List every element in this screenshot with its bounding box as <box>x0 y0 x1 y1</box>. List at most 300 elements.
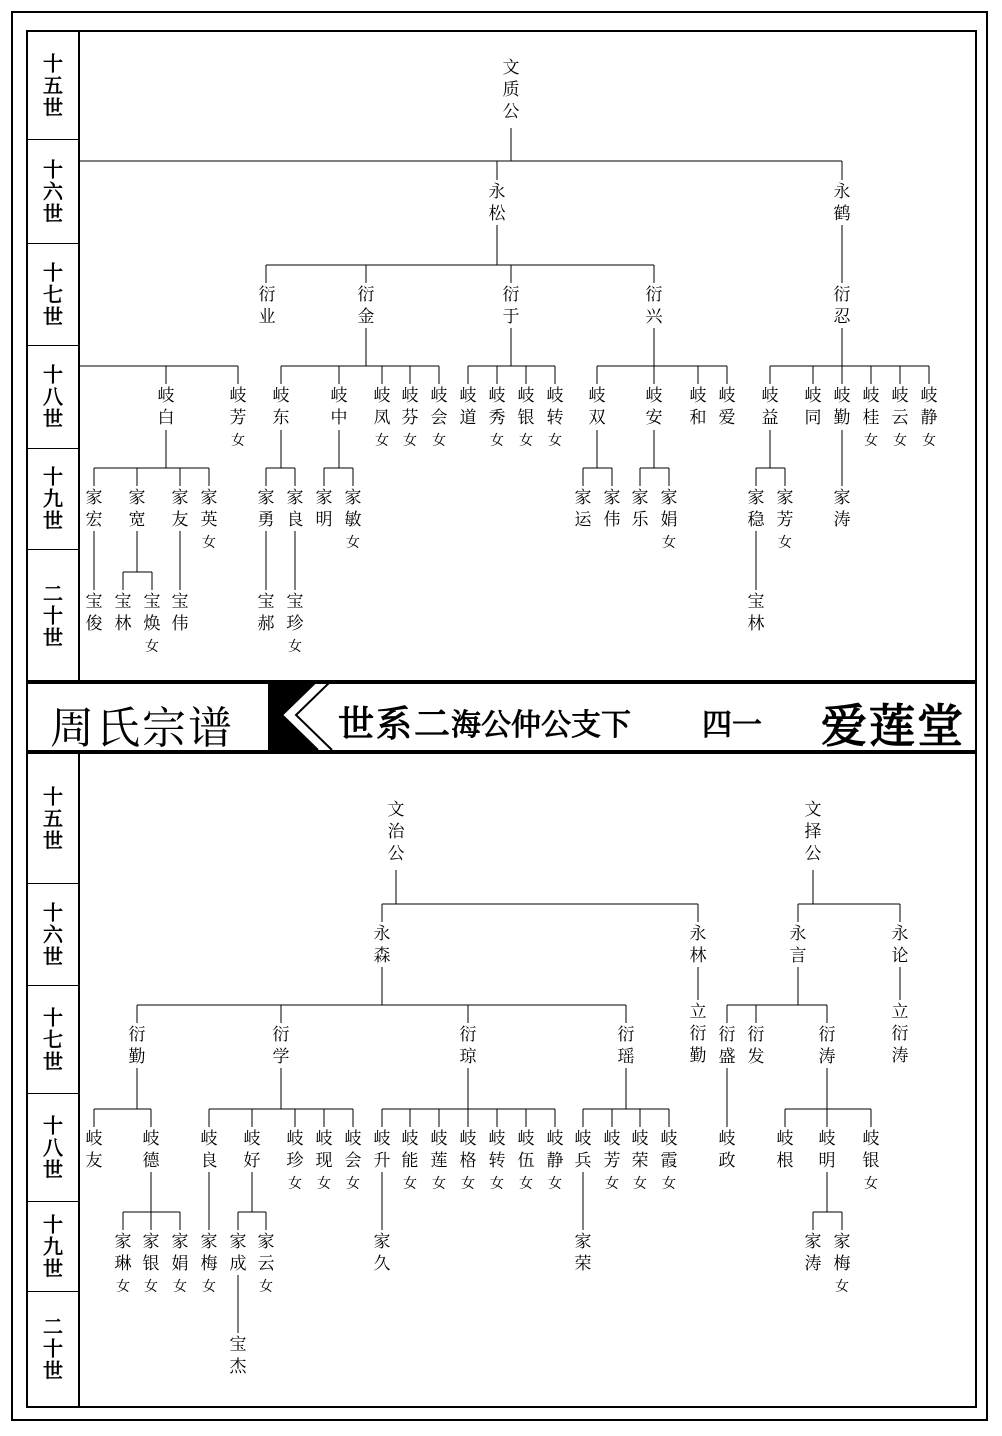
svg-text:立: 立 <box>689 1002 707 1022</box>
svg-text:宝: 宝 <box>85 592 103 612</box>
person-node <box>402 1129 419 1192</box>
svg-text:珍: 珍 <box>286 614 304 634</box>
svg-text:质: 质 <box>502 80 520 100</box>
svg-text:岐: 岐 <box>373 1129 391 1149</box>
person-node <box>388 800 406 864</box>
svg-text:宽: 宽 <box>128 510 146 530</box>
svg-text:永: 永 <box>833 182 851 202</box>
svg-text:衍: 衍 <box>459 1025 477 1045</box>
person-node <box>863 1129 880 1192</box>
svg-text:女: 女 <box>231 433 245 449</box>
svg-text:家: 家 <box>171 1232 189 1252</box>
svg-text:岐: 岐 <box>718 386 736 406</box>
svg-text:家: 家 <box>142 1232 160 1252</box>
generation-label: 十九世 <box>26 1202 78 1292</box>
generation-label: 十七世 <box>26 986 78 1094</box>
svg-text:升: 升 <box>373 1151 391 1171</box>
person-node <box>489 1129 506 1192</box>
svg-text:岐: 岐 <box>272 386 290 406</box>
svg-text:女: 女 <box>403 433 417 449</box>
svg-text:家: 家 <box>229 1232 247 1252</box>
svg-text:东: 东 <box>272 408 290 428</box>
person-node <box>790 924 807 966</box>
svg-text:家: 家 <box>128 488 146 508</box>
svg-text:岐: 岐 <box>660 1129 678 1149</box>
svg-text:岐: 岐 <box>488 1129 506 1149</box>
svg-text:衍: 衍 <box>689 1024 707 1044</box>
svg-text:森: 森 <box>373 946 391 966</box>
svg-text:宝: 宝 <box>229 1335 247 1355</box>
svg-text:家: 家 <box>373 1232 391 1252</box>
person-node <box>172 1232 189 1295</box>
svg-text:永: 永 <box>789 924 807 944</box>
person-node <box>921 386 938 449</box>
person-node <box>632 1129 649 1192</box>
svg-text:凤: 凤 <box>373 408 391 428</box>
svg-text:郝: 郝 <box>257 614 275 634</box>
svg-text:女: 女 <box>202 535 216 551</box>
svg-text:岐: 岐 <box>546 386 564 406</box>
svg-text:芳: 芳 <box>603 1151 621 1171</box>
person-node <box>86 1129 103 1171</box>
person-node <box>172 592 189 634</box>
generation-label: 二十世 <box>39 583 64 649</box>
svg-text:转: 转 <box>488 1151 506 1171</box>
person-node <box>86 488 103 530</box>
svg-text:岐: 岐 <box>776 1129 794 1149</box>
person-node <box>86 592 103 634</box>
person-node <box>230 1232 247 1274</box>
svg-text:女: 女 <box>403 1176 417 1192</box>
svg-text:治: 治 <box>387 822 405 842</box>
svg-text:岐: 岐 <box>818 1129 836 1149</box>
person-node <box>201 488 218 551</box>
person-node <box>518 386 535 449</box>
person-node <box>589 386 606 428</box>
svg-text:岐: 岐 <box>430 1129 448 1149</box>
svg-text:女: 女 <box>519 433 533 449</box>
svg-text:转: 转 <box>546 408 564 428</box>
svg-text:林: 林 <box>689 946 707 966</box>
svg-text:宏: 宏 <box>85 510 103 530</box>
svg-text:女: 女 <box>605 1176 619 1192</box>
svg-text:岐: 岐 <box>243 1129 261 1149</box>
svg-text:岐: 岐 <box>344 1129 362 1149</box>
svg-text:永: 永 <box>891 924 909 944</box>
svg-text:敏: 敏 <box>344 510 362 530</box>
svg-text:公: 公 <box>804 844 822 864</box>
svg-text:岐: 岐 <box>286 1129 304 1149</box>
person-node <box>489 386 506 449</box>
person-node <box>719 1025 736 1067</box>
person-node <box>316 1129 333 1192</box>
svg-text:于: 于 <box>502 307 520 327</box>
banner-page-number: 四一 <box>702 708 762 743</box>
svg-text:女: 女 <box>145 639 159 655</box>
svg-text:岐: 岐 <box>401 386 419 406</box>
banner-section: 世系二 <box>338 703 453 745</box>
svg-text:盛: 盛 <box>718 1047 736 1067</box>
svg-text:岐: 岐 <box>920 386 938 406</box>
person-node <box>575 488 593 530</box>
svg-text:学: 学 <box>272 1047 290 1067</box>
person-node <box>834 488 851 530</box>
person-node <box>518 1129 535 1192</box>
person-node <box>460 1025 478 1067</box>
person-node <box>834 1232 851 1295</box>
svg-text:女: 女 <box>662 535 676 551</box>
person-node <box>690 924 707 966</box>
svg-text:衍: 衍 <box>891 1024 909 1044</box>
svg-text:女: 女 <box>864 1176 878 1192</box>
person-node <box>273 386 290 428</box>
svg-text:岐: 岐 <box>517 386 535 406</box>
person-node <box>646 386 663 428</box>
svg-text:娟: 娟 <box>660 510 678 530</box>
svg-text:女: 女 <box>432 433 446 449</box>
svg-text:衍: 衍 <box>258 285 276 305</box>
person-node <box>892 924 909 966</box>
svg-text:岐: 岐 <box>488 386 506 406</box>
svg-text:岐: 岐 <box>862 386 880 406</box>
svg-text:宝: 宝 <box>747 592 765 612</box>
svg-text:衍: 衍 <box>617 1025 635 1045</box>
svg-text:岐: 岐 <box>142 1129 160 1149</box>
generation-label: 十六世 <box>26 140 78 244</box>
svg-text:岐: 岐 <box>761 386 779 406</box>
svg-text:涛: 涛 <box>818 1047 836 1067</box>
svg-text:芳: 芳 <box>776 510 794 530</box>
svg-text:银: 银 <box>862 1151 880 1171</box>
svg-text:女: 女 <box>317 1176 331 1192</box>
svg-text:林: 林 <box>747 614 765 634</box>
svg-text:公: 公 <box>502 102 520 122</box>
svg-text:爱: 爱 <box>718 408 736 428</box>
svg-text:霞: 霞 <box>660 1151 678 1171</box>
person-node <box>287 488 304 530</box>
svg-text:家: 家 <box>574 1232 592 1252</box>
svg-text:女: 女 <box>144 1279 158 1295</box>
svg-text:林: 林 <box>114 614 132 634</box>
svg-text:岐: 岐 <box>689 386 707 406</box>
svg-text:格: 格 <box>459 1151 477 1171</box>
person-node <box>374 1129 391 1171</box>
person-node <box>489 182 507 224</box>
person-node <box>805 800 822 864</box>
generation-label: 十五世 <box>26 32 78 140</box>
person-node <box>115 592 132 634</box>
svg-text:运: 运 <box>574 510 592 530</box>
svg-text:友: 友 <box>85 1151 103 1171</box>
svg-text:忍: 忍 <box>833 307 851 327</box>
person-node <box>748 488 766 530</box>
svg-text:岐: 岐 <box>459 1129 477 1149</box>
svg-text:岐: 岐 <box>603 1129 621 1149</box>
svg-text:梅: 梅 <box>200 1254 218 1274</box>
svg-text:家: 家 <box>747 488 765 508</box>
svg-text:益: 益 <box>761 408 779 428</box>
svg-text:衍: 衍 <box>357 285 375 305</box>
svg-text:家: 家 <box>286 488 304 508</box>
person-node <box>575 1232 592 1274</box>
person-node <box>201 1232 218 1295</box>
banner-branch: 海公仲公支下 <box>451 708 631 743</box>
svg-text:根: 根 <box>776 1151 794 1171</box>
svg-text:道: 道 <box>459 408 477 428</box>
svg-text:衍: 衍 <box>818 1025 836 1045</box>
svg-text:女: 女 <box>461 1176 475 1192</box>
svg-text:荣: 荣 <box>631 1151 649 1171</box>
person-node <box>503 58 520 122</box>
svg-text:衍: 衍 <box>718 1025 736 1045</box>
svg-text:家: 家 <box>200 1232 218 1252</box>
svg-text:岐: 岐 <box>229 386 247 406</box>
person-node <box>316 488 333 530</box>
person-node <box>460 386 477 428</box>
svg-text:焕: 焕 <box>143 614 161 634</box>
svg-text:成: 成 <box>229 1254 247 1274</box>
svg-text:安: 安 <box>645 408 663 428</box>
svg-text:女: 女 <box>346 535 360 551</box>
svg-text:家: 家 <box>344 488 362 508</box>
person-node <box>258 592 275 634</box>
person-node <box>244 1129 261 1171</box>
person-node <box>345 1129 362 1192</box>
svg-text:女: 女 <box>548 433 562 449</box>
svg-text:稳: 稳 <box>747 510 765 530</box>
svg-text:家: 家 <box>660 488 678 508</box>
svg-text:立: 立 <box>891 1002 909 1022</box>
svg-text:双: 双 <box>588 408 606 428</box>
person-node <box>358 285 375 327</box>
svg-text:明: 明 <box>315 510 333 530</box>
person-node <box>762 386 779 428</box>
svg-text:家: 家 <box>257 488 275 508</box>
person-node <box>819 1025 836 1067</box>
person-node <box>690 386 707 428</box>
person-node <box>777 1129 794 1171</box>
svg-text:宝: 宝 <box>114 592 132 612</box>
svg-text:家: 家 <box>804 1232 822 1252</box>
svg-text:岐: 岐 <box>804 386 822 406</box>
svg-text:家: 家 <box>315 488 333 508</box>
svg-text:择: 择 <box>804 822 822 842</box>
svg-text:家: 家 <box>114 1232 132 1252</box>
svg-text:岐: 岐 <box>85 1129 103 1149</box>
svg-text:勤: 勤 <box>833 408 851 428</box>
person-node <box>503 285 520 327</box>
svg-text:衍: 衍 <box>833 285 851 305</box>
svg-text:金: 金 <box>357 307 375 327</box>
svg-text:宝: 宝 <box>143 592 161 612</box>
svg-text:杰: 杰 <box>229 1357 247 1377</box>
person-node <box>201 1129 218 1171</box>
svg-text:女: 女 <box>259 1279 273 1295</box>
person-node <box>143 1129 161 1171</box>
banner-hall-name: 爱莲堂 <box>821 699 965 753</box>
svg-text:业: 业 <box>258 307 276 327</box>
svg-text:松: 松 <box>488 204 506 224</box>
generation-label: 十六世 <box>26 884 78 986</box>
person-node <box>259 285 276 327</box>
svg-text:家: 家 <box>200 488 218 508</box>
generation-label: 十八世 <box>26 346 78 449</box>
svg-text:岐: 岐 <box>645 386 663 406</box>
svg-text:论: 论 <box>891 946 909 966</box>
svg-text:衍: 衍 <box>747 1025 765 1045</box>
person-node <box>805 386 822 428</box>
svg-text:云: 云 <box>257 1254 275 1274</box>
person-node <box>143 592 161 655</box>
svg-text:女: 女 <box>116 1279 130 1295</box>
svg-text:芳: 芳 <box>229 408 247 428</box>
svg-text:琳: 琳 <box>114 1254 132 1274</box>
svg-text:衍: 衍 <box>272 1025 290 1045</box>
generation-label: 十五世 <box>26 754 78 884</box>
person-node <box>158 386 175 428</box>
person-node <box>431 1129 448 1192</box>
svg-text:涛: 涛 <box>833 510 851 530</box>
svg-text:衍: 衍 <box>128 1025 146 1045</box>
svg-text:勤: 勤 <box>128 1047 146 1067</box>
person-node <box>863 386 880 449</box>
person-node <box>331 386 348 428</box>
person-node <box>690 1002 707 1066</box>
person-node <box>719 1129 736 1171</box>
svg-text:女: 女 <box>432 1176 446 1192</box>
svg-text:岐: 岐 <box>315 1129 333 1149</box>
svg-text:会: 会 <box>344 1151 362 1171</box>
svg-text:女: 女 <box>202 1279 216 1295</box>
svg-text:宝: 宝 <box>286 592 304 612</box>
svg-text:岐: 岐 <box>157 386 175 406</box>
person-node <box>632 488 650 530</box>
svg-text:岐: 岐 <box>891 386 909 406</box>
person-node <box>604 1129 621 1192</box>
svg-text:娟: 娟 <box>171 1254 189 1274</box>
generation-label: 二十世 <box>39 1316 64 1382</box>
person-node <box>402 386 419 449</box>
person-node <box>374 1232 391 1274</box>
person-node <box>748 1025 765 1067</box>
svg-text:友: 友 <box>171 510 189 530</box>
svg-text:兴: 兴 <box>645 307 663 327</box>
svg-text:梅: 梅 <box>833 1254 851 1274</box>
svg-text:瑶: 瑶 <box>617 1047 635 1067</box>
svg-text:英: 英 <box>200 510 218 530</box>
svg-text:永: 永 <box>373 924 391 944</box>
svg-text:文: 文 <box>502 58 520 78</box>
svg-text:女: 女 <box>490 1176 504 1192</box>
svg-text:静: 静 <box>920 408 938 428</box>
person-node <box>287 592 304 655</box>
person-node <box>129 1025 146 1067</box>
svg-text:家: 家 <box>257 1232 275 1252</box>
person-node <box>374 386 391 449</box>
svg-text:女: 女 <box>173 1279 187 1295</box>
svg-text:勇: 勇 <box>257 510 275 530</box>
svg-text:永: 永 <box>689 924 707 944</box>
banner-title: 周氏宗谱 <box>50 703 234 754</box>
svg-text:女: 女 <box>519 1176 533 1192</box>
svg-text:琼: 琼 <box>459 1047 477 1067</box>
svg-text:久: 久 <box>373 1254 391 1274</box>
person-node <box>834 386 851 428</box>
svg-text:岐: 岐 <box>862 1129 880 1149</box>
person-node <box>834 182 851 224</box>
person-node <box>273 1025 290 1067</box>
person-node <box>258 1232 275 1295</box>
person-node <box>345 488 362 551</box>
person-node <box>748 592 765 634</box>
svg-text:岐: 岐 <box>546 1129 564 1149</box>
person-node <box>777 488 794 551</box>
svg-text:女: 女 <box>633 1176 647 1192</box>
person-node <box>618 1025 635 1067</box>
generation-label: 十八世 <box>26 1094 78 1202</box>
person-node <box>604 488 621 530</box>
person-node <box>805 1232 822 1274</box>
svg-text:珍: 珍 <box>286 1151 304 1171</box>
svg-text:岐: 岐 <box>517 1129 535 1149</box>
svg-text:家: 家 <box>776 488 794 508</box>
svg-text:岐: 岐 <box>373 386 391 406</box>
svg-text:俊: 俊 <box>85 614 103 634</box>
person-node <box>460 1129 477 1192</box>
person-node <box>819 1129 836 1171</box>
svg-text:衍: 衍 <box>645 285 663 305</box>
svg-text:会: 会 <box>430 408 448 428</box>
svg-text:岐: 岐 <box>330 386 348 406</box>
svg-text:女: 女 <box>375 433 389 449</box>
svg-text:岐: 岐 <box>718 1129 736 1149</box>
svg-text:文: 文 <box>804 800 822 820</box>
svg-text:桂: 桂 <box>862 408 880 428</box>
svg-text:家: 家 <box>631 488 649 508</box>
svg-text:岐: 岐 <box>833 386 851 406</box>
svg-text:伟: 伟 <box>171 614 189 634</box>
person-node <box>661 488 678 551</box>
person-node <box>374 924 391 966</box>
svg-text:勤: 勤 <box>689 1046 707 1066</box>
svg-text:银: 银 <box>517 408 535 428</box>
svg-text:文: 文 <box>387 800 405 820</box>
person-node <box>172 488 189 530</box>
svg-text:和: 和 <box>689 408 707 428</box>
svg-text:岐: 岐 <box>588 386 606 406</box>
svg-text:现: 现 <box>315 1151 333 1171</box>
svg-text:白: 白 <box>157 408 175 428</box>
person-node <box>892 1002 909 1066</box>
svg-text:公: 公 <box>387 844 405 864</box>
svg-text:发: 发 <box>747 1047 765 1067</box>
svg-text:良: 良 <box>200 1151 218 1171</box>
svg-text:荣: 荣 <box>574 1254 592 1274</box>
svg-text:家: 家 <box>85 488 103 508</box>
svg-text:德: 德 <box>142 1151 160 1171</box>
svg-text:家: 家 <box>574 488 592 508</box>
svg-text:乐: 乐 <box>631 510 649 530</box>
svg-text:岐: 岐 <box>430 386 448 406</box>
person-node <box>129 488 146 530</box>
svg-text:涛: 涛 <box>804 1254 822 1274</box>
svg-text:岐: 岐 <box>574 1129 592 1149</box>
svg-text:衍: 衍 <box>502 285 520 305</box>
svg-text:岐: 岐 <box>631 1129 649 1149</box>
person-node <box>892 386 909 449</box>
svg-text:宝: 宝 <box>257 592 275 612</box>
svg-text:良: 良 <box>286 510 304 530</box>
